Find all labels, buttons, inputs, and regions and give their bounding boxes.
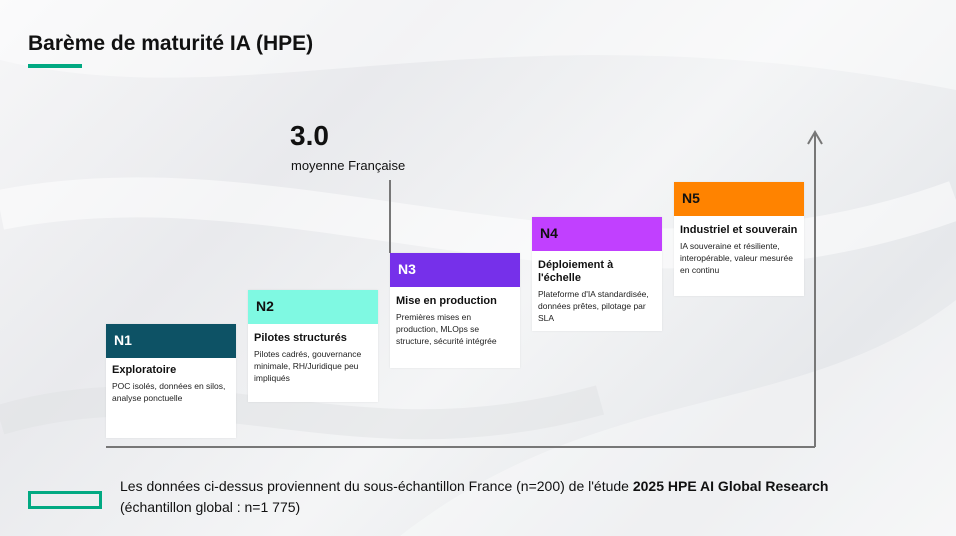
level-description: Pilotes cadrés, gouvernance minimale, RH/Juridique peu impliqués bbox=[254, 349, 362, 383]
level-description: IA souveraine et résiliente, interopérable, valeur mesurée en continu bbox=[680, 241, 793, 275]
level-description: Premières mises en production, MLOps se structure, sécurité intégrée bbox=[396, 312, 497, 346]
level-description: Plateforme d'IA standardisée, données prêtes, pilotage par SLA bbox=[538, 289, 649, 323]
level-description: POC isolés, données en silos, analyse ponctuelle bbox=[112, 381, 226, 403]
hpe-logo bbox=[28, 491, 102, 509]
level-name: Industriel et souverain bbox=[680, 224, 798, 236]
level-code: N2 bbox=[248, 290, 378, 324]
level-code: N4 bbox=[532, 217, 662, 251]
level-code: N1 bbox=[106, 324, 236, 358]
level-code: N5 bbox=[674, 182, 804, 216]
level-card-n2 bbox=[248, 290, 378, 402]
level-card-n3 bbox=[390, 253, 520, 368]
level-code: N3 bbox=[390, 253, 520, 287]
average-value: 3.0 bbox=[290, 120, 329, 151]
level-card-n1 bbox=[106, 324, 236, 438]
level-name: Exploratoire bbox=[112, 364, 177, 376]
average-marker-line bbox=[389, 180, 391, 253]
title-underline bbox=[28, 64, 82, 68]
footer-source-note bbox=[120, 476, 860, 518]
footer-text-before: Les données ci-dessus proviennent du sous-échantillon France (n=200) de l'étude bbox=[120, 478, 633, 494]
y-axis-arrow-icon bbox=[808, 132, 822, 144]
page-title: Barème de maturité IA (HPE) bbox=[28, 32, 314, 55]
level-name: Pilotes structurés bbox=[254, 332, 347, 344]
level-card-n4 bbox=[532, 217, 662, 331]
average-label: moyenne Française bbox=[291, 158, 406, 173]
level-card-n5 bbox=[674, 182, 804, 296]
level-name: Mise en production bbox=[396, 295, 497, 307]
footer-study-name: 2025 HPE AI Global Research bbox=[632, 478, 829, 494]
footer-text-after: (échantillon global : n=1 775) bbox=[120, 499, 301, 515]
level-name: Déploiement à l'échelle bbox=[538, 259, 614, 284]
